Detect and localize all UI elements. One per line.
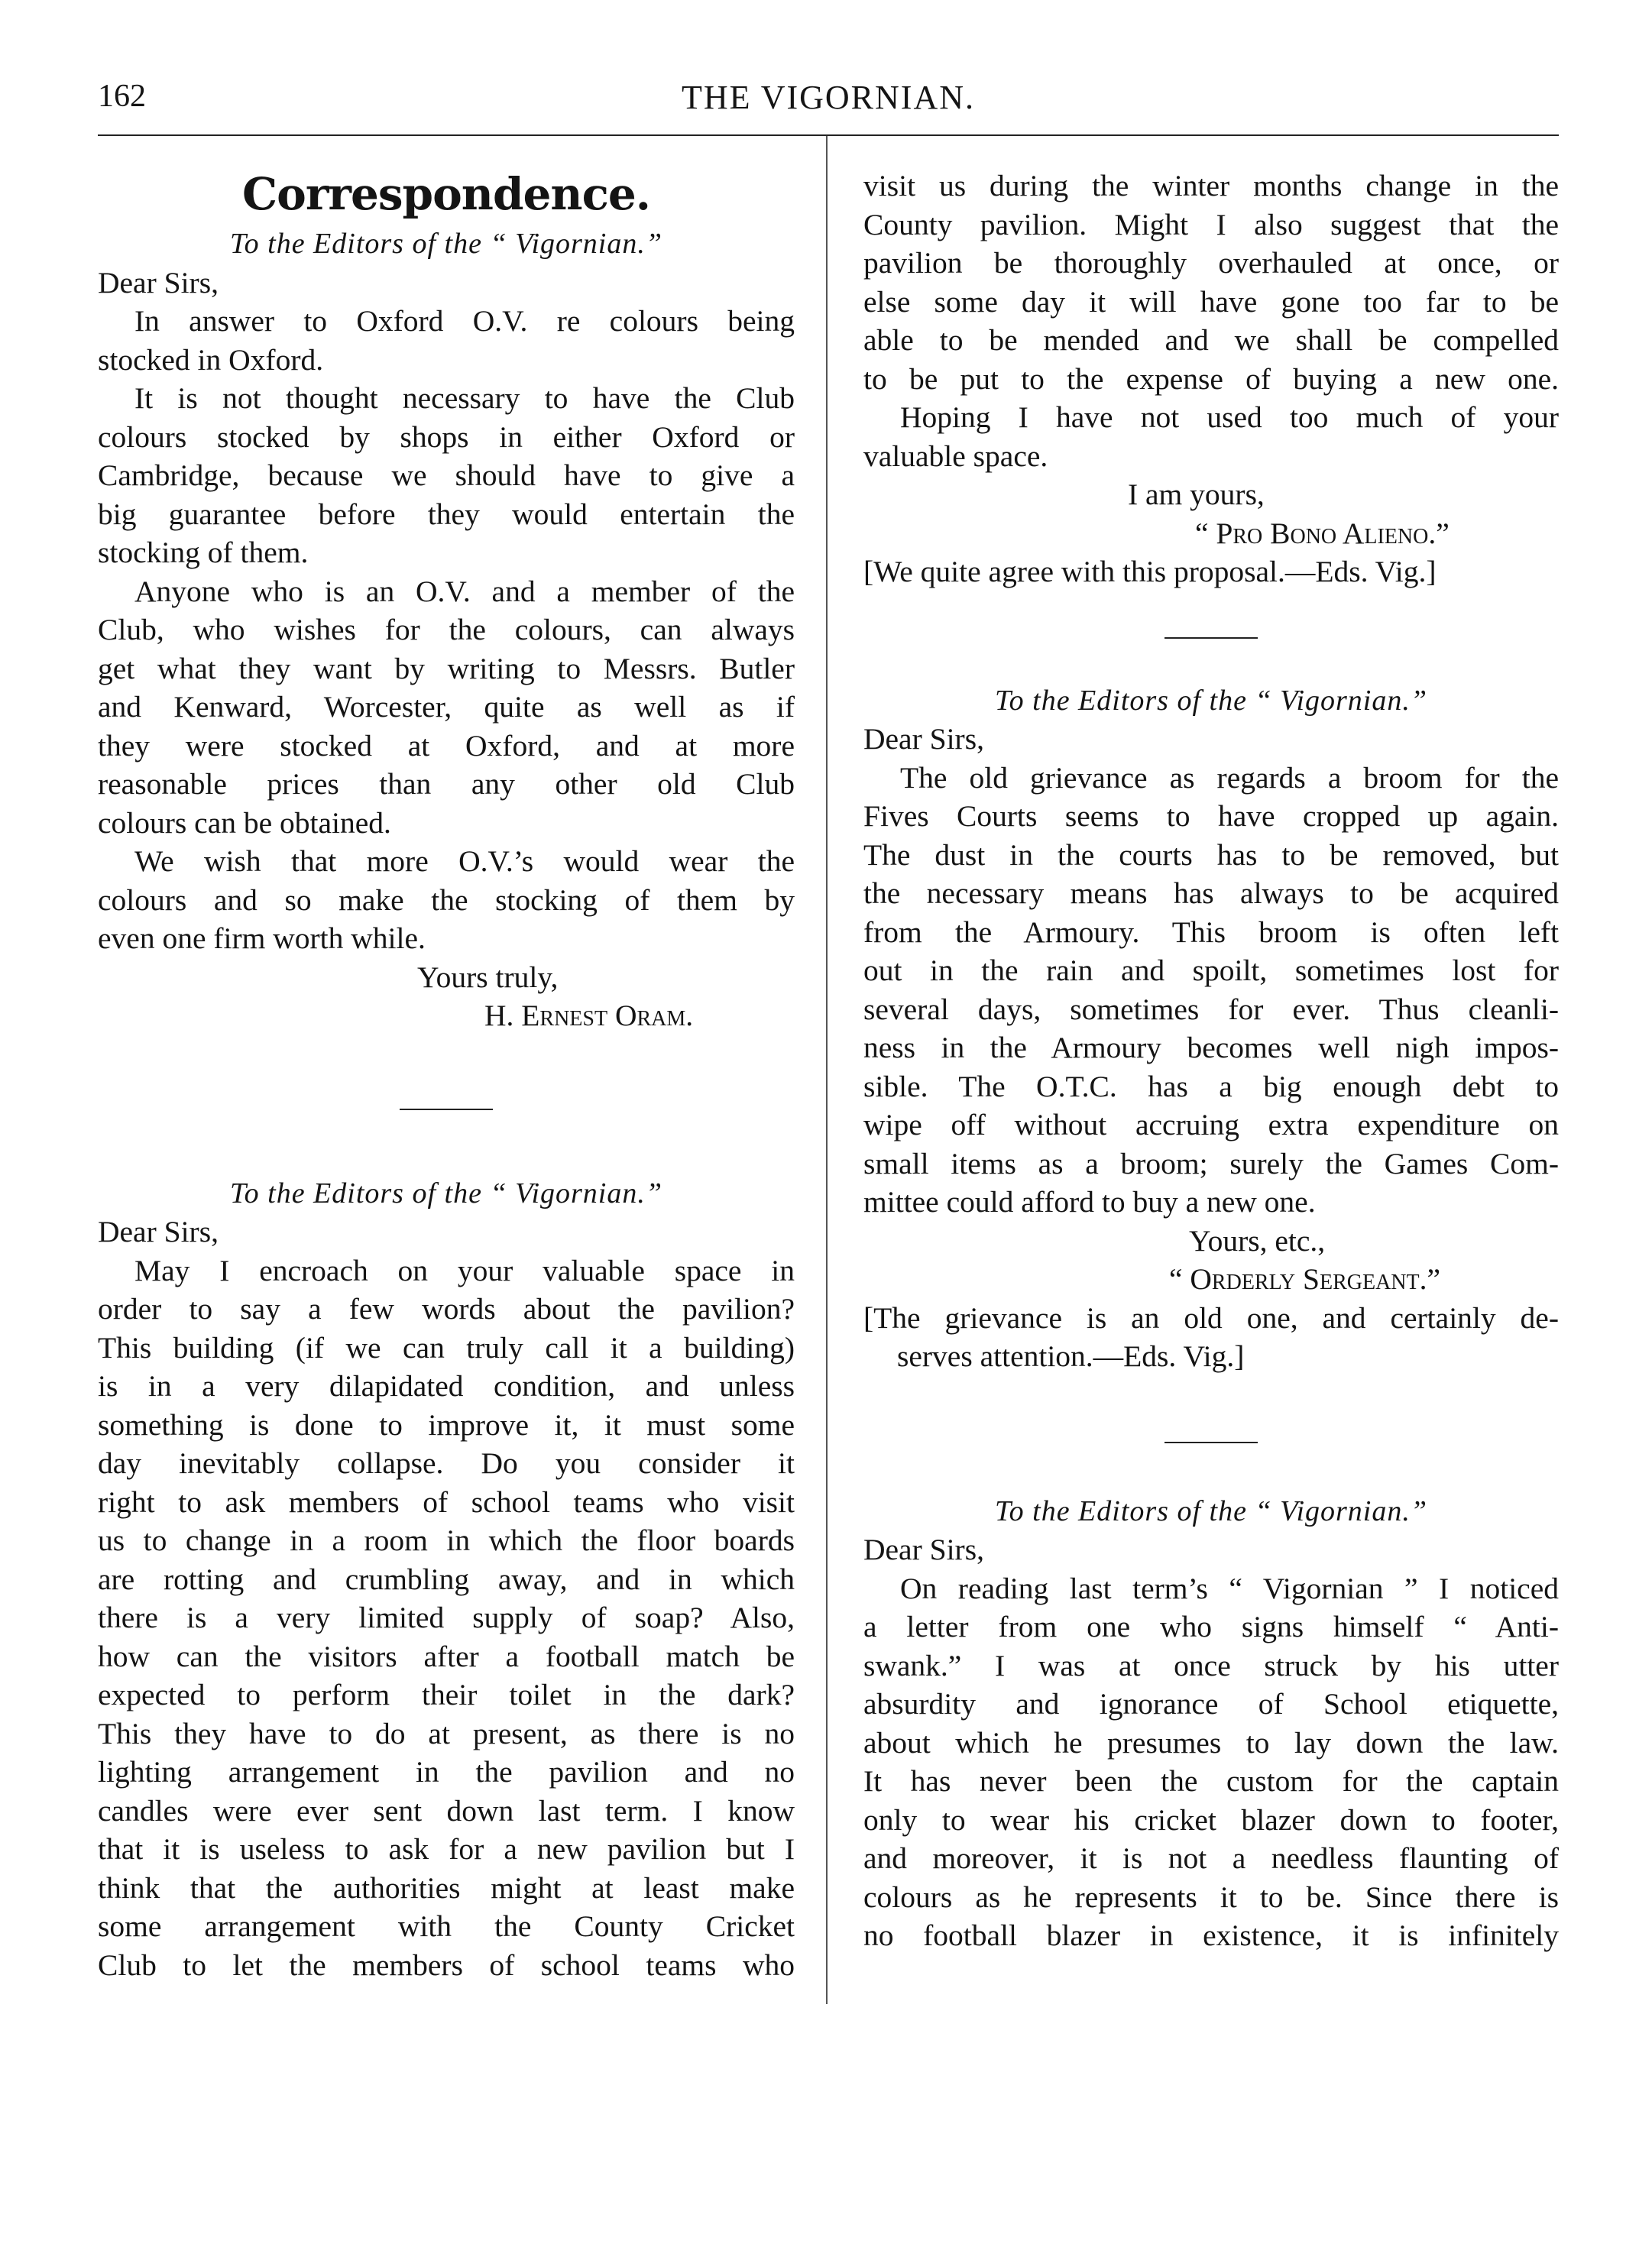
text-line: us to change in a room in which the floor boards: [98, 1524, 795, 1557]
text-line: Club, who wishes for the colours, can always: [98, 613, 795, 646]
text-line: absurdity and ignorance of School etiquette,: [863, 1687, 1559, 1721]
text-line: It is not thought necessary to have the Club: [134, 381, 795, 415]
text-line: and Kenward, Worcester, quite as well as if: [98, 690, 795, 724]
text-line: right to ask members of school teams who visit: [98, 1485, 795, 1519]
text-line: a letter from one who signs himself “ Anti-: [863, 1610, 1559, 1643]
editor-note: serves attention.—Eds. Vig.]: [897, 1339, 1245, 1373]
column-divider: [826, 136, 828, 2004]
editor-note: [The grievance is an old one, and certainly de-: [863, 1300, 1559, 1335]
letter-oram: [98, 225, 795, 1035]
letter-address: To the Editors of the “ Vigornian.”: [229, 1177, 663, 1209]
text-line: order to say a few words about the pavilion?: [98, 1292, 795, 1326]
closing: Yours, etc.,: [1189, 1223, 1326, 1258]
text-line: get what they want by writing to Messrs. Butler: [98, 651, 795, 685]
text-line: In answer to Oxford O.V. re colours being: [134, 304, 795, 338]
text-line: May I encroach on your valuable space in: [134, 1253, 795, 1287]
text-line: stocking of them.: [98, 536, 309, 569]
text-line: stocked in Oxford.: [98, 342, 324, 377]
header-rule: [98, 134, 1559, 136]
letter-address: To the Editors of the “ Vigornian.”: [994, 684, 1428, 717]
text-line: some arrangement with the County Cricket: [98, 1909, 795, 1943]
closing: Yours truly,: [417, 960, 559, 994]
text-line: reasonable prices than any other old Club: [98, 767, 795, 801]
text-line: and moreover, it is not a needless flaunting of: [863, 1841, 1559, 1875]
text-line: about which he presumes to lay down the law.: [863, 1725, 1559, 1760]
letter-pavilion-continued: [863, 167, 1559, 591]
text-line: The dust in the courts has to be removed, but: [863, 837, 1559, 872]
text-line: This they have to do at present, as there is no: [98, 1716, 795, 1750]
text-line: to be put to the expense of buying a new one.: [863, 361, 1559, 396]
running-title: THE VIGORNIAN.: [681, 79, 976, 116]
text-line: swank.” I was at once struck by his utter: [863, 1648, 1559, 1682]
text-line: big guarantee before they would entertain the: [98, 497, 795, 531]
editor-note: [We quite agree with this proposal.—Eds. Vig.]: [863, 555, 1437, 588]
text-line: only to wear his cricket blazer down to footer,: [863, 1802, 1559, 1837]
text-line: something is done to improve it, it must some: [98, 1407, 795, 1442]
text-line: Anyone who is an O.V. and a member of the: [134, 574, 795, 608]
text-line: even one firm worth while.: [98, 921, 426, 955]
text-line: We wish that more O.V.’s would wear the: [134, 844, 795, 878]
text-line: colours as he represents it to be. Since there is: [863, 1880, 1559, 1914]
text-line: how can the visitors after a football match be: [98, 1639, 795, 1673]
signature: “ Orderly Sergeant.”: [1169, 1262, 1441, 1296]
salutation: Dear Sirs,: [863, 722, 984, 756]
signature: “ Pro Bono Alieno.”: [1195, 516, 1450, 550]
text-line: think that the authorities might at least make: [98, 1870, 795, 1905]
text-line: County pavilion. Might I also suggest that the: [863, 207, 1559, 241]
text-line: colours can be obtained.: [98, 805, 391, 840]
text-line: able to be mended and we shall be compelled: [863, 323, 1559, 357]
text-line: that it is useless to ask for a new pavilion but I: [98, 1832, 795, 1866]
text-line: Cambridge, because we should have to give a: [98, 458, 795, 492]
text-line: colours stocked by shops in either Oxford or: [98, 419, 795, 454]
text-line: mittee could afford to buy a new one.: [863, 1185, 1316, 1219]
page-header: [98, 78, 1559, 124]
text-line: visit us during the winter months change in the: [863, 169, 1559, 202]
text-line: expected to perform their toilet in the dark?: [98, 1678, 795, 1711]
text-line: valuable space.: [863, 439, 1048, 473]
text-line: wipe off without accruing extra expenditure on: [863, 1108, 1559, 1141]
text-line: The old grievance as regards a broom for the: [900, 760, 1559, 795]
letter-address: To the Editors of the “ Vigornian.”: [229, 228, 663, 260]
left-column: [98, 153, 795, 1984]
right-column: [863, 153, 1559, 1955]
text-line: there is a very limited supply of soap? Also,: [98, 1601, 795, 1634]
salutation: Dear Sirs,: [98, 1215, 219, 1248]
text-line: the necessary means has always to be acquired: [863, 876, 1559, 910]
text-line: out in the rain and spoilt, sometimes lost for: [863, 954, 1559, 987]
text-line: no football blazer in existence, it is infinitely: [863, 1919, 1559, 1952]
signature: H. Ernest Oram.: [484, 999, 694, 1032]
text-line: from the Armoury. This broom is often left: [863, 915, 1559, 949]
text-line: are rotting and crumbling away, and in which: [98, 1562, 795, 1596]
text-line: ness in the Armoury becomes well nigh impos-: [863, 1031, 1559, 1064]
text-line: several days, sometimes for ever. Thus cleanli-: [863, 992, 1559, 1026]
text-line: colours and so make the stocking of them by: [98, 882, 795, 917]
letter-broom: [863, 682, 1559, 1376]
salutation: Dear Sirs,: [863, 1533, 984, 1566]
text-line: Hoping I have not used too much of your: [900, 400, 1559, 434]
text-line: On reading last term’s “ Vigornian ” I noticed: [900, 1571, 1559, 1605]
letter-pavilion: [98, 1174, 795, 1985]
letter-blazer: [863, 1492, 1559, 1955]
text-line: is in a very dilapidated condition, and unless: [98, 1369, 795, 1403]
page-number: 162: [98, 79, 146, 114]
text-line: pavilion be thoroughly overhauled at once, or: [863, 246, 1559, 280]
salutation: Dear Sirs,: [98, 265, 219, 300]
text-line: It has never been the custom for the captain: [863, 1764, 1559, 1798]
text-line: small items as a broom; surely the Games Com-: [863, 1146, 1559, 1180]
text-line: else some day it will have gone too far to be: [863, 284, 1559, 319]
text-line: sible. The O.T.C. has a big enough debt to: [863, 1069, 1559, 1103]
text-line: Club to let the members of school teams who: [98, 1948, 795, 1982]
text-line: day inevitably collapse. Do you consider it: [98, 1446, 795, 1480]
text-line: lighting arrangement in the pavilion and no: [98, 1755, 795, 1789]
text-line: This building (if we can truly call it a building): [98, 1330, 795, 1365]
closing: I am yours,: [1128, 478, 1265, 511]
text-line: they were stocked at Oxford, and at more: [98, 728, 795, 763]
text-line: Fives Courts seems to have cropped up again.: [863, 799, 1559, 833]
text-line: candles were ever sent down last term. I know: [98, 1793, 795, 1828]
section-title: Correspondence.: [242, 168, 650, 220]
letter-address: To the Editors of the “ Vigornian.”: [994, 1494, 1428, 1527]
